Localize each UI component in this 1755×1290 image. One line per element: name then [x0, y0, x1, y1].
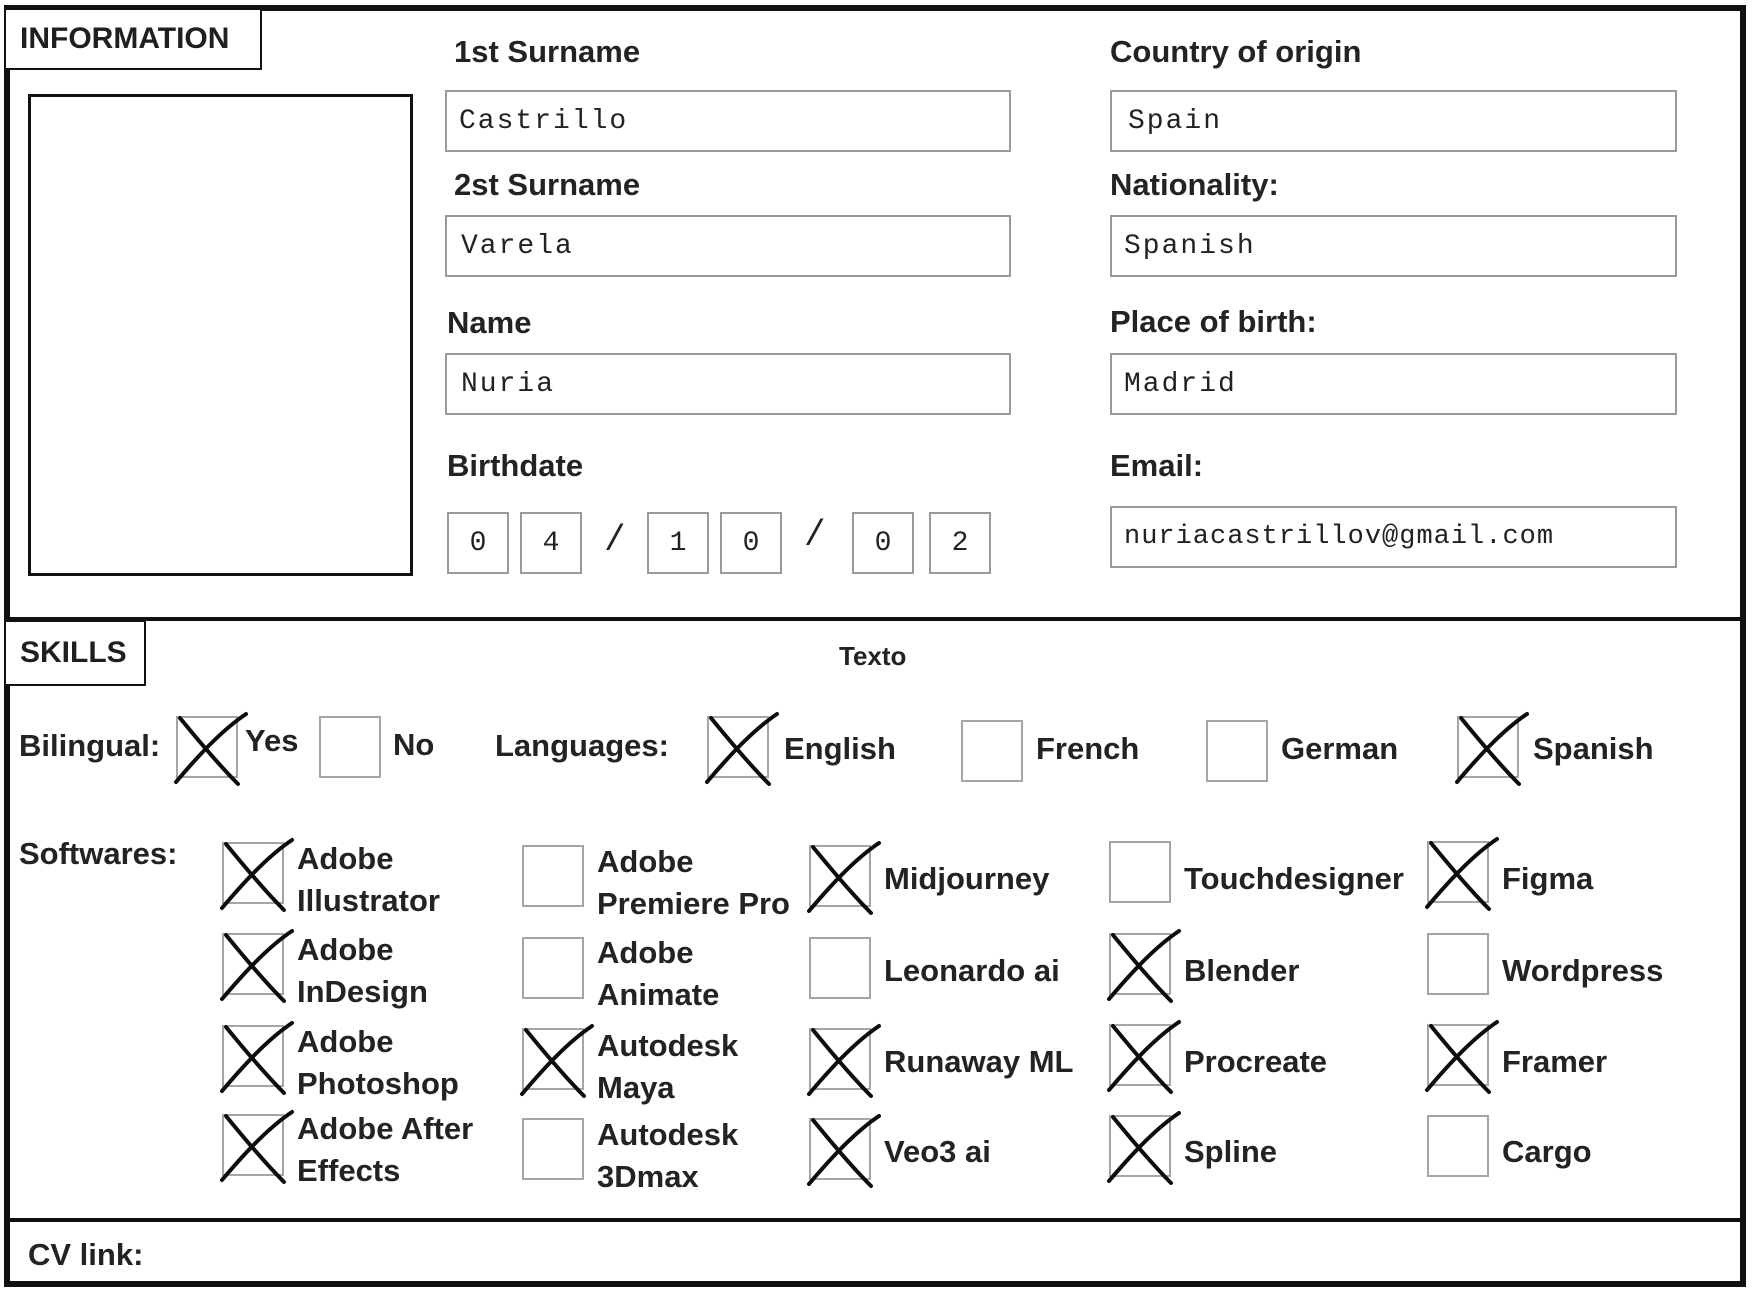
software-checkbox-blender[interactable]	[1109, 933, 1171, 995]
software-checkbox-leonardo-ai[interactable]	[809, 937, 871, 999]
checkmark-x-icon	[1105, 1111, 1179, 1185]
software-label-leonardo-ai: Leonardo ai	[884, 953, 1060, 988]
software-checkbox-adobe-premiere-pro[interactable]	[522, 845, 584, 907]
checkmark-x-icon	[518, 1024, 592, 1098]
bilingual-checkbox-no[interactable]	[319, 716, 381, 778]
software-checkbox-wordpress[interactable]	[1427, 933, 1489, 995]
first-surname-label: 1st Surname	[454, 34, 641, 69]
software-checkbox-autodesk-3dmax[interactable]	[522, 1118, 584, 1180]
softwares-label: Softwares:	[19, 836, 178, 871]
language-label-french: French	[1036, 731, 1140, 766]
software-checkbox-adobe-illustrator[interactable]	[222, 842, 284, 904]
checkmark-x-icon	[172, 712, 246, 786]
checkmark-x-icon	[218, 1110, 292, 1184]
checkmark-x-icon	[1105, 1020, 1179, 1094]
checkmark-x-icon	[1423, 837, 1497, 911]
bilingual-label-yes: Yes	[245, 723, 299, 758]
software-label-adobe-after-effects: Adobe After Effects	[297, 1111, 474, 1188]
checkmark-x-icon	[1423, 1020, 1497, 1094]
checkmark-x-icon	[218, 929, 292, 1003]
software-label-blender: Blender	[1184, 953, 1300, 988]
language-checkbox-spanish[interactable]	[1457, 716, 1519, 778]
cv-link-label: CV link:	[28, 1237, 144, 1272]
software-checkbox-midjourney[interactable]	[809, 845, 871, 907]
software-label-adobe-photoshop: Adobe Photoshop	[297, 1024, 459, 1101]
bilingual-checkbox-yes[interactable]	[176, 716, 238, 778]
software-label-figma: Figma	[1502, 861, 1594, 896]
software-checkbox-procreate[interactable]	[1109, 1024, 1171, 1086]
birthplace-field[interactable]: Madrid	[1110, 353, 1677, 415]
information-section-label: INFORMATION	[4, 8, 262, 70]
first-surname-field[interactable]: Castrillo	[445, 90, 1011, 152]
nationality-label: Nationality:	[1110, 167, 1279, 202]
software-checkbox-spline[interactable]	[1109, 1115, 1171, 1177]
birthdate-month-digit-2[interactable]: 0	[720, 512, 782, 574]
checkmark-x-icon	[805, 841, 879, 915]
software-label-adobe-premiere-pro: Adobe Premiere Pro	[597, 844, 790, 921]
birthdate-separator: /	[604, 520, 626, 561]
software-label-wordpress: Wordpress	[1502, 953, 1664, 988]
languages-label: Languages:	[495, 728, 669, 763]
software-checkbox-adobe-animate[interactable]	[522, 937, 584, 999]
checkmark-x-icon	[805, 1024, 879, 1098]
software-checkbox-veo3-ai[interactable]	[809, 1118, 871, 1180]
birthplace-label: Place of birth:	[1110, 304, 1317, 339]
checkmark-x-icon	[1105, 929, 1179, 1003]
software-label-adobe-indesign: Adobe InDesign	[297, 932, 428, 1009]
birthdate-year-digit-2[interactable]: 2	[929, 512, 991, 574]
software-checkbox-figma[interactable]	[1427, 841, 1489, 903]
birthdate-separator: /	[804, 515, 826, 556]
software-label-midjourney: Midjourney	[884, 861, 1050, 896]
birthdate-year-digit-1[interactable]: 0	[852, 512, 914, 574]
cv-link-value[interactable]	[160, 1237, 1660, 1277]
language-label-german: German	[1281, 731, 1399, 766]
language-checkbox-english[interactable]	[707, 716, 769, 778]
second-surname-field[interactable]: Varela	[445, 215, 1011, 277]
software-label-runaway-ml: Runaway ML	[884, 1044, 1074, 1079]
bilingual-label-no: No	[393, 727, 435, 762]
software-label-adobe-animate: Adobe Animate	[597, 935, 720, 1012]
checkmark-x-icon	[1453, 712, 1527, 786]
software-label-procreate: Procreate	[1184, 1044, 1328, 1079]
email-field[interactable]: nuriacastrillov@gmail.com	[1110, 506, 1677, 568]
country-label: Country of origin	[1110, 34, 1362, 69]
software-checkbox-adobe-after-effects[interactable]	[222, 1114, 284, 1176]
software-label-autodesk-3dmax: Autodesk 3Dmax	[597, 1117, 739, 1194]
software-checkbox-cargo[interactable]	[1427, 1115, 1489, 1177]
language-label-spanish: Spanish	[1533, 731, 1654, 766]
birthdate-day-digit-1[interactable]: 0	[447, 512, 509, 574]
photo-placeholder[interactable]	[28, 94, 413, 576]
nationality-field[interactable]: Spanish	[1110, 215, 1677, 277]
software-checkbox-runaway-ml[interactable]	[809, 1028, 871, 1090]
checkmark-x-icon	[703, 712, 777, 786]
language-checkbox-french[interactable]	[961, 720, 1023, 782]
second-surname-label: 2st Surname	[454, 167, 641, 202]
skills-caption: Texto	[839, 641, 907, 671]
software-checkbox-adobe-photoshop[interactable]	[222, 1025, 284, 1087]
checkmark-x-icon	[805, 1114, 879, 1188]
software-checkbox-touchdesigner[interactable]	[1109, 841, 1171, 903]
software-checkbox-autodesk-maya[interactable]	[522, 1028, 584, 1090]
checkmark-x-icon	[218, 1021, 292, 1095]
bilingual-label: Bilingual:	[19, 728, 161, 763]
section-divider	[4, 1218, 1746, 1222]
software-label-touchdesigner: Touchdesigner	[1184, 861, 1404, 896]
software-label-cargo: Cargo	[1502, 1134, 1592, 1169]
software-label-autodesk-maya: Autodesk Maya	[597, 1028, 739, 1105]
language-label-english: English	[784, 731, 896, 766]
software-label-adobe-illustrator: Adobe Illustrator	[297, 841, 440, 918]
software-label-spline: Spline	[1184, 1134, 1278, 1169]
birthdate-day-digit-2[interactable]: 4	[520, 512, 582, 574]
birthdate-label: Birthdate	[447, 448, 584, 483]
software-label-veo3-ai: Veo3 ai	[884, 1134, 991, 1169]
software-label-framer: Framer	[1502, 1044, 1608, 1079]
name-label: Name	[447, 305, 532, 340]
software-checkbox-adobe-indesign[interactable]	[222, 933, 284, 995]
name-field[interactable]: Nuria	[445, 353, 1011, 415]
country-field[interactable]: Spain	[1110, 90, 1677, 152]
section-divider	[4, 617, 1746, 621]
skills-section-label: SKILLS	[4, 620, 146, 686]
birthdate-month-digit-1[interactable]: 1	[647, 512, 709, 574]
language-checkbox-german[interactable]	[1206, 720, 1268, 782]
software-checkbox-framer[interactable]	[1427, 1024, 1489, 1086]
email-label: Email:	[1110, 448, 1204, 483]
checkmark-x-icon	[218, 838, 292, 912]
